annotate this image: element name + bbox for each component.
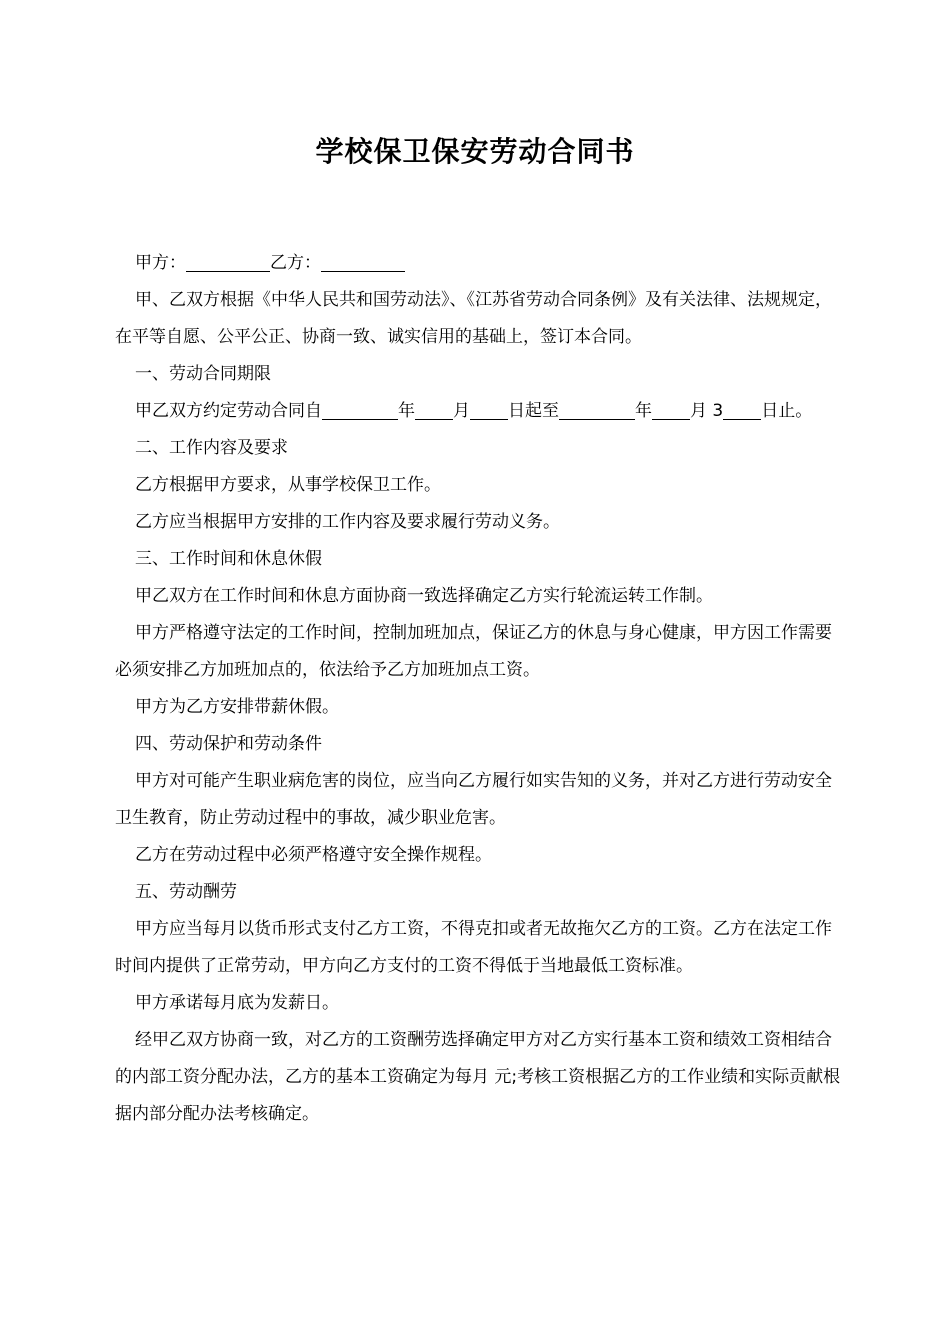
term-month-2: 月 3 xyxy=(690,401,724,421)
start-day-blank xyxy=(470,399,508,420)
section-2-paragraph-2: 乙方应当根据甲方安排的工作内容及要求履行劳动义务。 xyxy=(135,512,560,532)
term-day-1: 日起至 xyxy=(508,401,559,421)
section-5-heading: 五、劳动酬劳 xyxy=(135,882,237,902)
party-a-blank xyxy=(186,251,270,272)
term-end-text: 日止。 xyxy=(761,401,813,421)
section-1-heading: 一、劳动合同期限 xyxy=(135,364,271,384)
parties-line xyxy=(115,245,845,282)
term-month-1: 月 xyxy=(453,401,470,421)
section-3-heading: 三、工作时间和休息休假 xyxy=(135,549,322,569)
section-4-paragraph-2: 乙方在劳动过程中必须严格遵守安全操作规程。 xyxy=(135,845,492,865)
document-title: 学校保卫保安劳动合同书 xyxy=(315,135,635,168)
section-5-paragraph-2: 甲方承诺每月底为发薪日。 xyxy=(135,993,339,1013)
section-5-paragraph-3: 经甲乙双方协商一致，对乙方的工资酬劳选择确定甲方对乙方实行基本工资和绩效工资相结合的内部工资分配办法，乙方的基本工资确定为每月 元;考核工资根据乙方的工作业绩和实际贡献根据内部分配办法考核确定。 xyxy=(115,1030,841,1124)
term-year-1: 年 xyxy=(398,401,415,421)
start-year-blank xyxy=(322,399,398,420)
section-3-paragraph-3: 甲方为乙方安排带薪休假。 xyxy=(135,697,339,717)
end-day-blank xyxy=(723,399,761,420)
party-b-label: 乙方： xyxy=(270,253,321,273)
end-year-blank xyxy=(559,399,635,420)
party-b-blank xyxy=(321,251,405,272)
term-start-text: 甲乙双方约定劳动合同自 xyxy=(135,401,322,421)
end-month-blank xyxy=(652,399,690,420)
term-year-2: 年 xyxy=(635,401,652,421)
intro-paragraph: 甲、乙双方根据《中华人民共和国劳动法》、《江苏省劳动合同条例》及有关法律、法规规定，在平等自愿、公平公正、协商一致、诚实信用的基础上，签订本合同。 xyxy=(115,290,832,347)
section-5-paragraph-1: 甲方应当每月以货币形式支付乙方工资，不得克扣或者无故拖欠乙方的工资。乙方在法定工作时间内提供了正常劳动，甲方向乙方支付的工资不得低于当地最低工资标准。 xyxy=(115,919,832,976)
section-4-paragraph-1: 甲方对可能产生职业病危害的岗位，应当向乙方履行如实告知的义务，并对乙方进行劳动安全卫生教育，防止劳动过程中的事故，减少职业危害。 xyxy=(115,771,832,828)
section-3-paragraph-2: 甲方严格遵守法定的工作时间，控制加班加点，保证乙方的休息与身心健康，甲方因工作需要必须安排乙方加班加点的，依法给予乙方加班加点工资。 xyxy=(115,623,832,680)
document-body xyxy=(115,245,845,1133)
start-month-blank xyxy=(415,399,453,420)
section-2-heading: 二、工作内容及要求 xyxy=(135,438,288,458)
section-4-heading: 四、劳动保护和劳动条件 xyxy=(135,734,322,754)
party-a-label: 甲方： xyxy=(135,253,186,273)
contract-term-paragraph xyxy=(115,393,845,430)
section-2-paragraph-1: 乙方根据甲方要求，从事学校保卫工作。 xyxy=(135,475,441,495)
section-3-paragraph-1: 甲乙双方在工作时间和休息方面协商一致选择确定乙方实行轮流运转工作制。 xyxy=(135,586,713,606)
